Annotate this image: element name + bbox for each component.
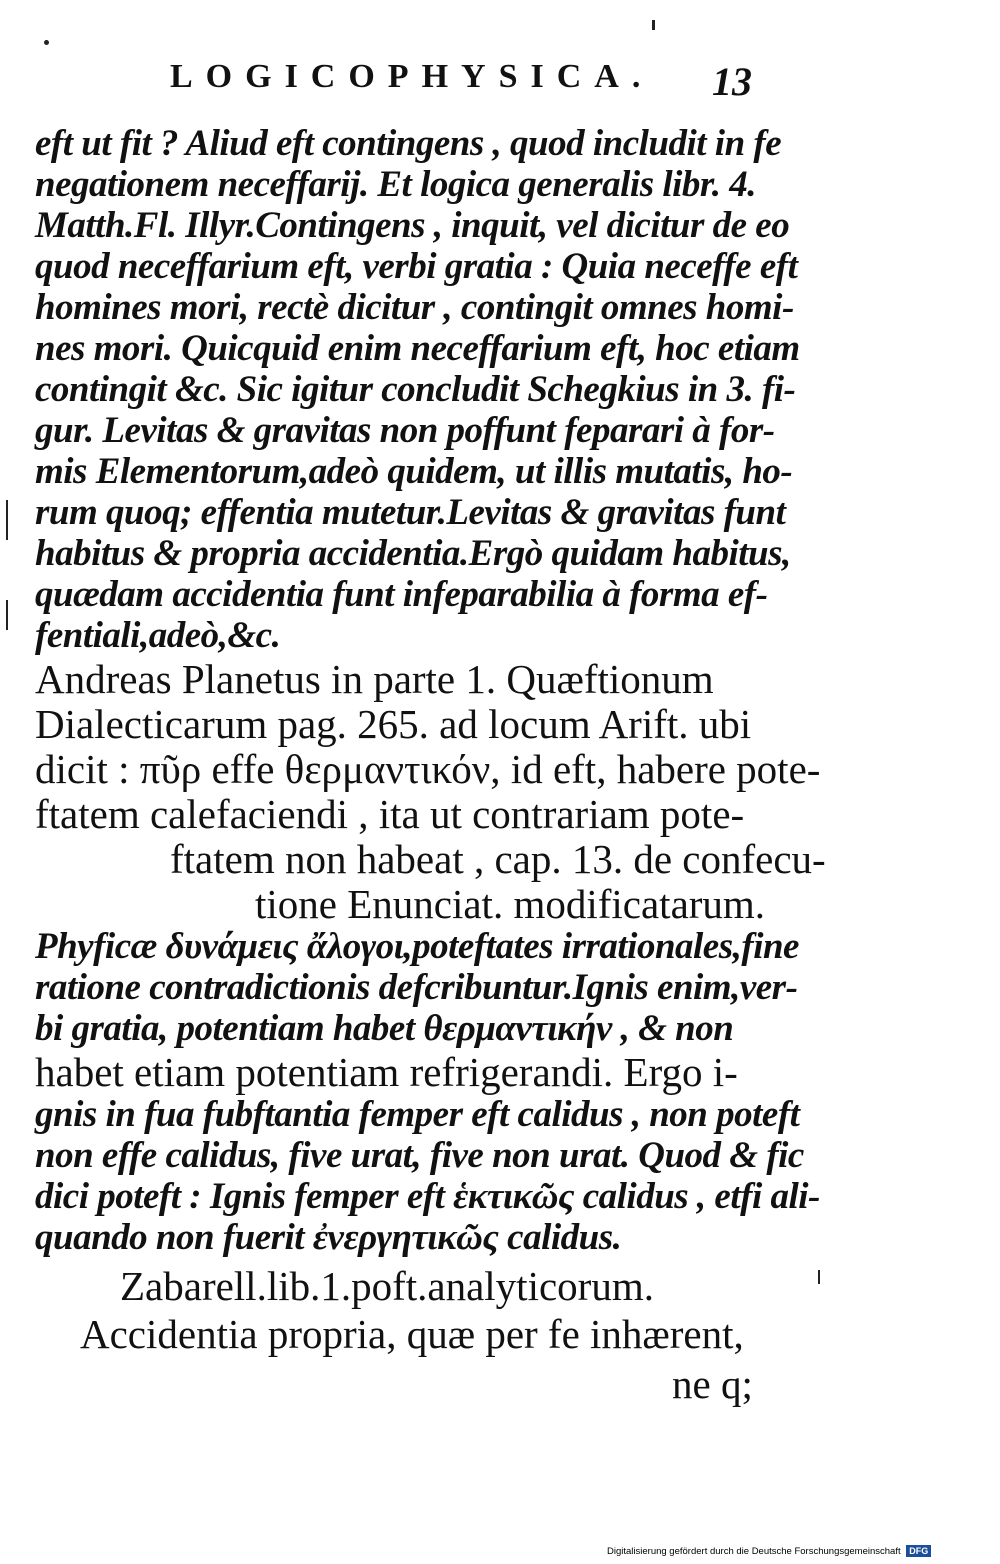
- text-line: Accidentia propria, quæ per fe inhærent,: [80, 1311, 744, 1357]
- text-line: Matth.Fl. Illyr.Contingens , inquit, vel dicitur de eo: [35, 205, 790, 246]
- margin-mark: [6, 600, 8, 630]
- text-line: dici poteft : Ignis femper eft ἑκτικῶς calidus , etfi ali-: [35, 1176, 820, 1217]
- text-line: habitus & propria accidentia.Ergò quidam habitus,: [35, 533, 791, 574]
- text-line: Andreas Planetus in parte 1. Quæftionum: [35, 656, 714, 702]
- text-line: rum quoq; effentia mutetur.Levitas & gravitas funt: [35, 492, 786, 533]
- text-line: Zabarell.lib.1.poft.analyticorum.: [120, 1263, 654, 1309]
- text-line: eft ut fit ? Aliud eft contingens , quod includit in fe: [35, 123, 782, 164]
- margin-mark: [6, 500, 8, 540]
- text-line: negationem neceffarij. Et logica generalis libr. 4.: [35, 164, 757, 205]
- text-line: gur. Levitas & gravitas non poffunt feparari à for-: [35, 410, 775, 451]
- text-line: tione Enunciat. modificatarum.: [255, 881, 766, 927]
- ink-speck: [652, 20, 655, 30]
- text-line: nes mori. Quicquid enim neceffarium eft, hoc etiam: [35, 328, 800, 369]
- text-line: bi gratia, potentiam habet θερμαντικήν , & non: [35, 1008, 734, 1049]
- catchword: ne q;: [672, 1361, 753, 1407]
- text-line: non effe calidus, five urat, five non urat. Quod & fic: [35, 1135, 804, 1176]
- text-line: contingit &c. Sic igitur concludit Schegkius in 3. fi-: [35, 369, 796, 410]
- digitization-credit: [607, 1545, 997, 1561]
- text-line: dicit : πῦρ effe θερμαντικόν, id eft, habere pote-: [35, 746, 821, 792]
- text-line: habet etiam potentiam refrigerandi. Ergo i-: [35, 1049, 738, 1095]
- text-line: homines mori, rectè dicitur , contingit omnes homi-: [35, 287, 794, 328]
- page-number: 13: [712, 59, 752, 104]
- text-line: quædam accidentia funt infeparabilia à forma ef-: [35, 574, 768, 615]
- text-line: ftatem non habeat , cap. 13. de confecu-: [170, 836, 826, 882]
- credit-text: Digitalisierung gefördert durch die Deutsche Forschungsgemeinschaft: [607, 1546, 901, 1557]
- text-line: fentiali,adeò,&c.: [35, 615, 281, 656]
- ink-speck: [818, 1270, 820, 1284]
- text-line: quod neceffarium eft, verbi gratia : Quia neceffe eft: [35, 246, 798, 287]
- text-line: ratione contradictionis defcribuntur.Ignis enim,ver-: [35, 967, 798, 1008]
- text-line: quando non fuerit ἐνεργητικῶς calidus.: [35, 1217, 622, 1258]
- text-line: mis Elementorum,adeò quidem, ut illis mutatis, ho-: [35, 451, 793, 492]
- text-line: gnis in fua fubftantia femper eft calidus , non poteft: [35, 1094, 800, 1135]
- text-line: ftatem calefaciendi , ita ut contrariam pote-: [35, 791, 745, 837]
- text-line: Phyficæ δυνάμεις ἄλογοι,poteftates irrationales,fine: [35, 926, 799, 967]
- ink-speck: [44, 40, 49, 45]
- text-line: Dialecticarum pag. 265. ad locum Arift. ubi: [35, 701, 752, 747]
- dfg-logo: DFG: [906, 1545, 931, 1557]
- running-title: LOGICOPHYSICA.: [170, 58, 654, 95]
- page-header: [0, 58, 1000, 108]
